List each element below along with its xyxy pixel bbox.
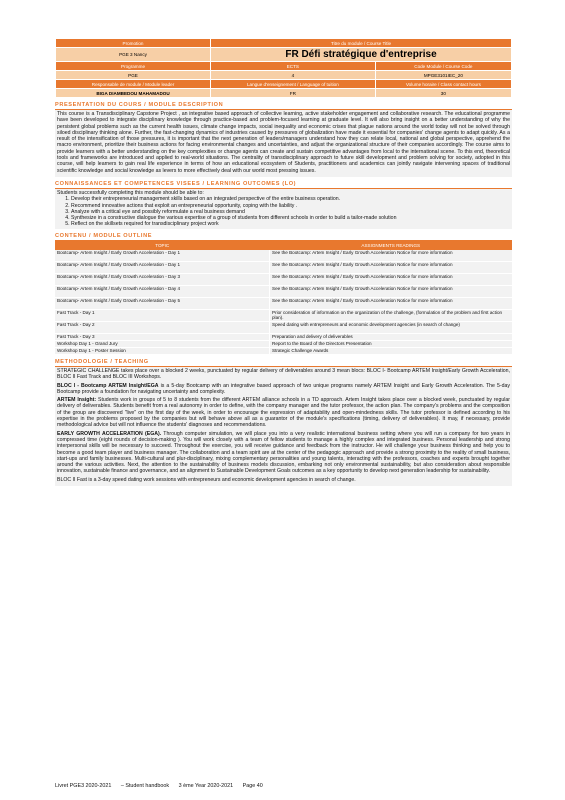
table-row xyxy=(55,347,512,354)
table-row xyxy=(55,250,512,262)
assignment-cell: Preparation and delivery of deliverables xyxy=(270,333,513,340)
module-leader-value: BIGA DIAMBEDOU MAHAMADOU xyxy=(56,89,211,98)
outcome-item: 2. Recommend innovative actions that exploit an entrepreneurial opportunity, coping with the liability . xyxy=(71,203,510,209)
topic-header: TOPIC xyxy=(55,241,270,250)
table-row xyxy=(55,261,512,273)
programme-value: PGE xyxy=(56,71,211,80)
table-row xyxy=(55,297,512,309)
footer-year: 3 ème Year 2020-2021 xyxy=(178,783,234,789)
assignment-cell: See the Bootcamp: Artem Insight / Early Growth Acceleration Notice for more information xyxy=(270,297,513,309)
ects-label: ECTS xyxy=(211,62,376,71)
outcomes-box xyxy=(55,189,512,229)
topic-cell: Bootcamp- Artem Insight / Early Growth Acceleration - Day 5 xyxy=(55,297,270,309)
code-value: MPGE3101IEC_20 xyxy=(375,71,511,80)
assignment-cell: See the Bootcamp: Artem Insight / Early Growth Acceleration Notice for more information xyxy=(270,250,513,262)
methodology-paragraph xyxy=(57,368,510,381)
methodology-paragraph xyxy=(57,383,510,396)
assignment-cell: See the Bootcamp: Artem Insight / Early Growth Acceleration Notice for more information xyxy=(270,261,513,273)
paragraph-body: is a 5-day Bootcamp with an integrative based approach of two unique programs namely ARTEM Insight and Early Growth Acceleration. The 5-day Bootcamp provide a foundation for navigating uncertainty and complexity. xyxy=(57,382,510,395)
section-presentation: PRESENTATION DU COURS / MODULE DESCRIPTION xyxy=(55,102,512,110)
topic-cell: Fast Track - Day 3 xyxy=(55,333,270,340)
outcome-item: 1. Develop their entrepreneurial management skills based on an integrated perspective of the entire business operation. xyxy=(71,196,510,202)
topic-cell: Workshop Day 1 - Poster Session xyxy=(55,347,270,354)
footer-booklet: Livret PGE3 2020-2021 xyxy=(55,783,112,789)
methodology-paragraph xyxy=(57,477,510,483)
topic-cell: Fast Track - Day 2 xyxy=(55,321,270,333)
presentation-paragraph: This course is a Transdisciplinary Capstone Project , an integrative based approach of collective learning, active stakeholder engagement and collaborative research. The educational programme have been developed to integrate disciplinary knowledge through practice-based and problem-focused learning at graduate level. It will also bring insight on a better understanding of why the persistent global problems such as the current health issues, climate change impacts, social inequality and economic crises that plague nations around the world today will not be solved through siloed disciplinary thinking alone. Further, the fast-changing dynamics of industries caused by pressures of globalization have made it essential for companies' change agents to adapt quickly. As a result of the intensification of those pressures, it is important that the next generation of leaders/managers understand how they can relate local, national and global perspective, apprehend the macro environment, prioritize their business actions for facing environmental changes and uncertainties, and adjust the organizational structure of their companies accordingly. The course aims to provide learners with a better understanding on the key complexities or change agents can create and sustain competitive advantages from local to the international scene. To this end, theoretical tools and frameworks are introduced and applied to real-world situations. The centrality of transdisciplinary approach to future skill development and problem solving for society, adopted in this course, will help learners to gain real life experience in terms of how an educational ecosystem of Students, practitioners and academics can jointly navigate intervening spaces of traditional scientific knowledge and social knowledge as levers to more effectively deal with our world most pressing issues. xyxy=(57,111,510,174)
paragraph-lead: EARLY GROWTH ACCELERATION (EGA). xyxy=(57,430,162,437)
code-label: Code Module / Course Code xyxy=(375,62,511,71)
paragraph-body: BLOC II Fast is a 3-day speed dating work sessions with entrepreneurs and economic development agencies in search of change. xyxy=(57,476,356,483)
paragraph-lead: BLOC I - Bootcamp ARTEM Insight/EGA xyxy=(57,382,159,389)
methodology-paragraph xyxy=(57,397,510,428)
table-row xyxy=(55,340,512,347)
assignment-cell: See the Bootcamp: Artem Insight / Early Growth Acceleration Notice for more information xyxy=(270,285,513,297)
topic-cell: Workshop Day 1 - Grand Jury xyxy=(55,340,270,347)
title-label: Titre du module / Course Title xyxy=(211,39,512,48)
topic-cell: Bootcamp- Artem Insight / Early Growth Acceleration - Day 3 xyxy=(55,273,270,285)
outline-table xyxy=(55,241,512,355)
promotion-label: Promotion xyxy=(56,39,211,48)
ects-value: 4 xyxy=(211,71,376,80)
table-row xyxy=(55,273,512,285)
header-table xyxy=(55,38,512,98)
outcome-item: 3. Analyze with a critical eye and possibly reformulate a real business demand xyxy=(71,209,510,215)
promotion-value: PGE 3 Nancy xyxy=(56,48,211,62)
topic-cell: Bootcamp- Artem Insight / Early Growth Acceleration - Day 4 xyxy=(55,285,270,297)
assignment-cell: Speed dating with entrepreneurs and economic development agencies (in search of change) xyxy=(270,321,513,333)
assignment-cell: Strategic Challenge Awards xyxy=(270,347,513,354)
assignments-header: ASSIGNMENTS READINGS xyxy=(270,241,513,250)
assignment-cell: Prior consideration of information on the organization of the challenge, (formulation of the problem and first action plan). xyxy=(270,309,513,321)
paragraph-body: Through computer simulation, we will place you into a very realistic international business setting where you will run a company for two years in compressed time (eight rounds of decision-making ). You will work closely with a team of fellow students to manage a highly complex and integrated business. Personal leadership and strong interpersonal skills will be necessary to succeed. Throughout the exercise, you will receive guidance and feedback from the instructor. He will challenge your business thinking and help you to become a good team player and business manager. The collaboration and a team spirit are at the center of the pedagogic approach and provide a strong proximity to the reality of small business, start-ups and family businesses. Multi-cultural and plur-disciplinary, mixing complementary personalities and young talents, interacting with the professors, coaches and experts brought together around the various activities. Next, the attention to the sustainability of business models discussion, embarking not only environmental sustainability, but also consideration about responsible innovation, sustainable finance and governance, and an alignment to Sustainable Development Goals outcomes as a key opportunity to develop next generation leadership for sustainability. xyxy=(57,430,510,475)
section-methodology: METHODOLOGIE / TEACHING xyxy=(55,359,512,367)
section-outline: CONTENU / MODULE OUTLINE xyxy=(55,233,512,241)
course-title: FR Défi stratégique d'entreprise xyxy=(211,48,512,62)
table-row xyxy=(55,333,512,340)
assignment-cell: See the Bootcamp: Artem Insight / Early Growth Acceleration Notice for more information xyxy=(270,273,513,285)
presentation-text xyxy=(55,110,512,177)
volume-value: 30 xyxy=(375,89,511,98)
methodology-box xyxy=(55,367,512,486)
volume-label: Volume horaire / Class contact hours xyxy=(375,80,511,89)
programme-label: Programme xyxy=(56,62,211,71)
page xyxy=(55,38,512,486)
table-row xyxy=(55,321,512,333)
topic-cell: Bootcamp- Artem Insight / Early Growth Acceleration - Day 1 xyxy=(55,250,270,262)
language-label: Langue d'enseignement / Language of tuition xyxy=(211,80,376,89)
section-outcomes: CONNAISSANCES ET COMPETENCES VISEES / LEARNING OUTCOMES (LO) xyxy=(55,181,512,189)
topic-cell: Bootcamp- Artem Insight / Early Growth Acceleration - Day 1 xyxy=(55,261,270,273)
table-row xyxy=(55,285,512,297)
methodology-paragraph xyxy=(57,431,510,475)
outcome-item: 5. Reflect on the skillsets required for transdisciplinary project work xyxy=(71,221,510,227)
outcomes-intro: Students successfully completing this module should be able to: xyxy=(57,189,204,196)
module-leader-label: Responsable de module / Module leader xyxy=(56,80,211,89)
paragraph-lead: ARTEM Insight: xyxy=(57,397,97,404)
table-row xyxy=(55,309,512,321)
page-footer xyxy=(55,783,512,789)
outcomes-list xyxy=(57,196,510,227)
footer-page-number: Page 40 xyxy=(242,783,263,789)
language-value: FR xyxy=(211,89,376,98)
footer-handbook: – Student handbook xyxy=(120,783,170,789)
paragraph-body: STRATEGIC CHALLENGE takes place over a blocked 2 weeks, punctuated by regular delivery of deliverables around 3 mean blocs: BLOC I- Bootcamp ARTEM Insight/Early Growth Acceleration, BLOC II Fast Track and BLOC III Workshops. xyxy=(57,367,510,381)
assignment-cell: Report to the Board of the Directors Presentation xyxy=(270,340,513,347)
topic-cell: Fast Track - Day 1 xyxy=(55,309,270,321)
outcome-item: 4. Synthesize in a constructive dialogue the various expertise of a group of students from different schools in order to build a tailor-made solution xyxy=(71,215,510,221)
paragraph-body: Students work in groups of 5 to 8 students from the different ARTEM alliance schools in a TD approach. Artem Insight takes place over a blocked week, punctuated by regular delivery of deliverables. Students benefit from a real autonomy in order to define, with the company manager and the tutor professor, the action plan. The company's problems and the composition of the group are discovered "live" on the first day of the week, in order to encourage the expression of adaptability and open-mindedness skills. The tutor professor is defined according to his expertise in the problems proposed by the companies but will behave above all as a guarantor of the module's specifications (timing, delivery of deliverables). It may, if necessary, provide methodological advice but will not influence the students' diagnoses and recommendations. xyxy=(57,397,510,429)
